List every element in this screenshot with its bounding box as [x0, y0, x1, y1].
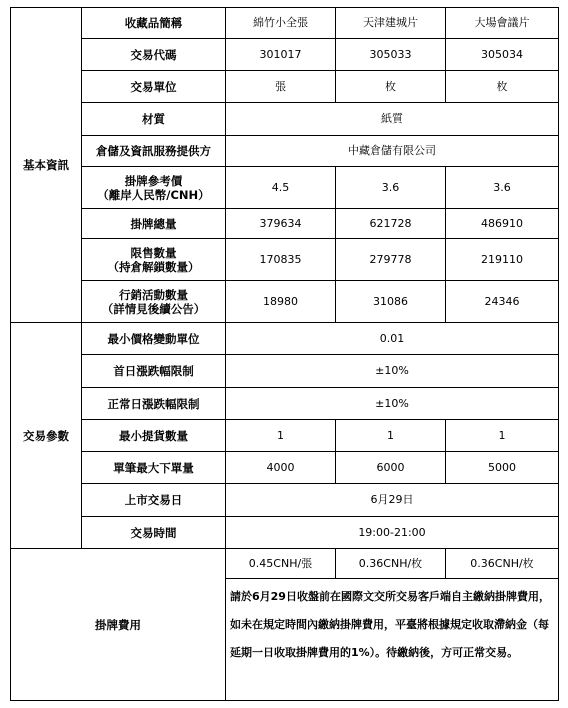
fee-3: 0.36CNH/枚: [446, 549, 559, 579]
listing-date-value: 6月29日: [226, 484, 559, 517]
label-promo-line1: 行銷活動數量: [119, 287, 188, 302]
row-limit: [11, 239, 559, 281]
max-order-2: 6000: [336, 452, 446, 484]
label-listing-date: 上市交易日: [82, 484, 226, 517]
group-fee: 掛牌費用: [11, 549, 226, 701]
label-limit: [82, 239, 226, 281]
label-provider: 倉儲及資訊服務提供方: [82, 136, 226, 167]
max-order-3: 5000: [446, 452, 559, 484]
min-delivery-1: 1: [226, 420, 336, 452]
row-name: [11, 8, 559, 39]
label-normal-day: 正常日漲跌幅限制: [82, 388, 226, 420]
total-1: 379634: [226, 209, 336, 239]
min-delivery-3: 1: [446, 420, 559, 452]
fee-2: 0.36CNH/枚: [336, 549, 446, 579]
row-price: [11, 167, 559, 209]
row-hours: [11, 517, 559, 549]
row-fee: [11, 549, 559, 579]
label-tick: 最小價格變動單位: [82, 323, 226, 355]
row-listing-date: [11, 484, 559, 517]
label-price-line2: （離岸人民幣/CNH）: [97, 187, 210, 202]
total-2: 621728: [336, 209, 446, 239]
tick-value: 0.01: [226, 323, 559, 355]
code-1: 301017: [226, 39, 336, 71]
unit-1: 張: [226, 71, 336, 103]
label-max-order: 單筆最大下單量: [82, 452, 226, 484]
row-total: [11, 209, 559, 239]
row-code: [11, 39, 559, 71]
fee-1: 0.45CNH/張: [226, 549, 336, 579]
listing-info-table: [10, 7, 559, 701]
group-params: 交易參數: [11, 323, 82, 549]
row-min-delivery: [11, 420, 559, 452]
label-name: 收藏品簡稱: [82, 8, 226, 39]
label-unit: 交易單位: [82, 71, 226, 103]
first-day-value: ±10%: [226, 355, 559, 388]
name-2: 天津建城片: [336, 8, 446, 39]
row-provider: [11, 136, 559, 167]
label-code: 交易代碼: [82, 39, 226, 71]
price-2: 3.6: [336, 167, 446, 209]
row-max-order: [11, 452, 559, 484]
provider-value: 中藏倉儲有限公司: [226, 136, 559, 167]
material-value: 紙質: [226, 103, 559, 136]
code-3: 305034: [446, 39, 559, 71]
limit-3: 219110: [446, 239, 559, 281]
label-promo: [82, 281, 226, 323]
label-hours: 交易時間: [82, 517, 226, 549]
group-basic: 基本資訊: [11, 8, 82, 323]
total-3: 486910: [446, 209, 559, 239]
label-promo-line2: （詳情見後續公告）: [101, 301, 206, 316]
promo-2: 31086: [336, 281, 446, 323]
unit-3: 枚: [446, 71, 559, 103]
normal-day-value: ±10%: [226, 388, 559, 420]
label-price-line1: 掛牌參考價: [124, 173, 183, 188]
code-2: 305033: [336, 39, 446, 71]
name-1: 綿竹小全張: [226, 8, 336, 39]
fee-note: 請於6月29日收盤前在國際文交所交易客戶端自主繳納掛牌費用，如未在規定時間內繳納掛牌費用，平臺將根據規定收取滯納金（每延期一日收取掛牌費用的1%）。待繳納後，方可正常交易。: [226, 579, 559, 701]
limit-2: 279778: [336, 239, 446, 281]
hours-value: 19:00-21:00: [226, 517, 559, 549]
row-tick: [11, 323, 559, 355]
label-material: 材質: [82, 103, 226, 136]
label-first-day: 首日漲跌幅限制: [82, 355, 226, 388]
row-normal-day: [11, 388, 559, 420]
label-limit-line2: （持倉解鎖數量）: [107, 259, 200, 274]
price-1: 4.5: [226, 167, 336, 209]
promo-1: 18980: [226, 281, 336, 323]
row-promo: [11, 281, 559, 323]
row-first-day: [11, 355, 559, 388]
name-3: 大場會議片: [446, 8, 559, 39]
row-unit: [11, 71, 559, 103]
row-material: [11, 103, 559, 136]
unit-2: 枚: [336, 71, 446, 103]
promo-3: 24346: [446, 281, 559, 323]
label-total: 掛牌總量: [82, 209, 226, 239]
limit-1: 170835: [226, 239, 336, 281]
label-limit-line1: 限售數量: [130, 245, 177, 260]
max-order-1: 4000: [226, 452, 336, 484]
min-delivery-2: 1: [336, 420, 446, 452]
price-3: 3.6: [446, 167, 559, 209]
label-min-delivery: 最小提貨數量: [82, 420, 226, 452]
label-price: [82, 167, 226, 209]
